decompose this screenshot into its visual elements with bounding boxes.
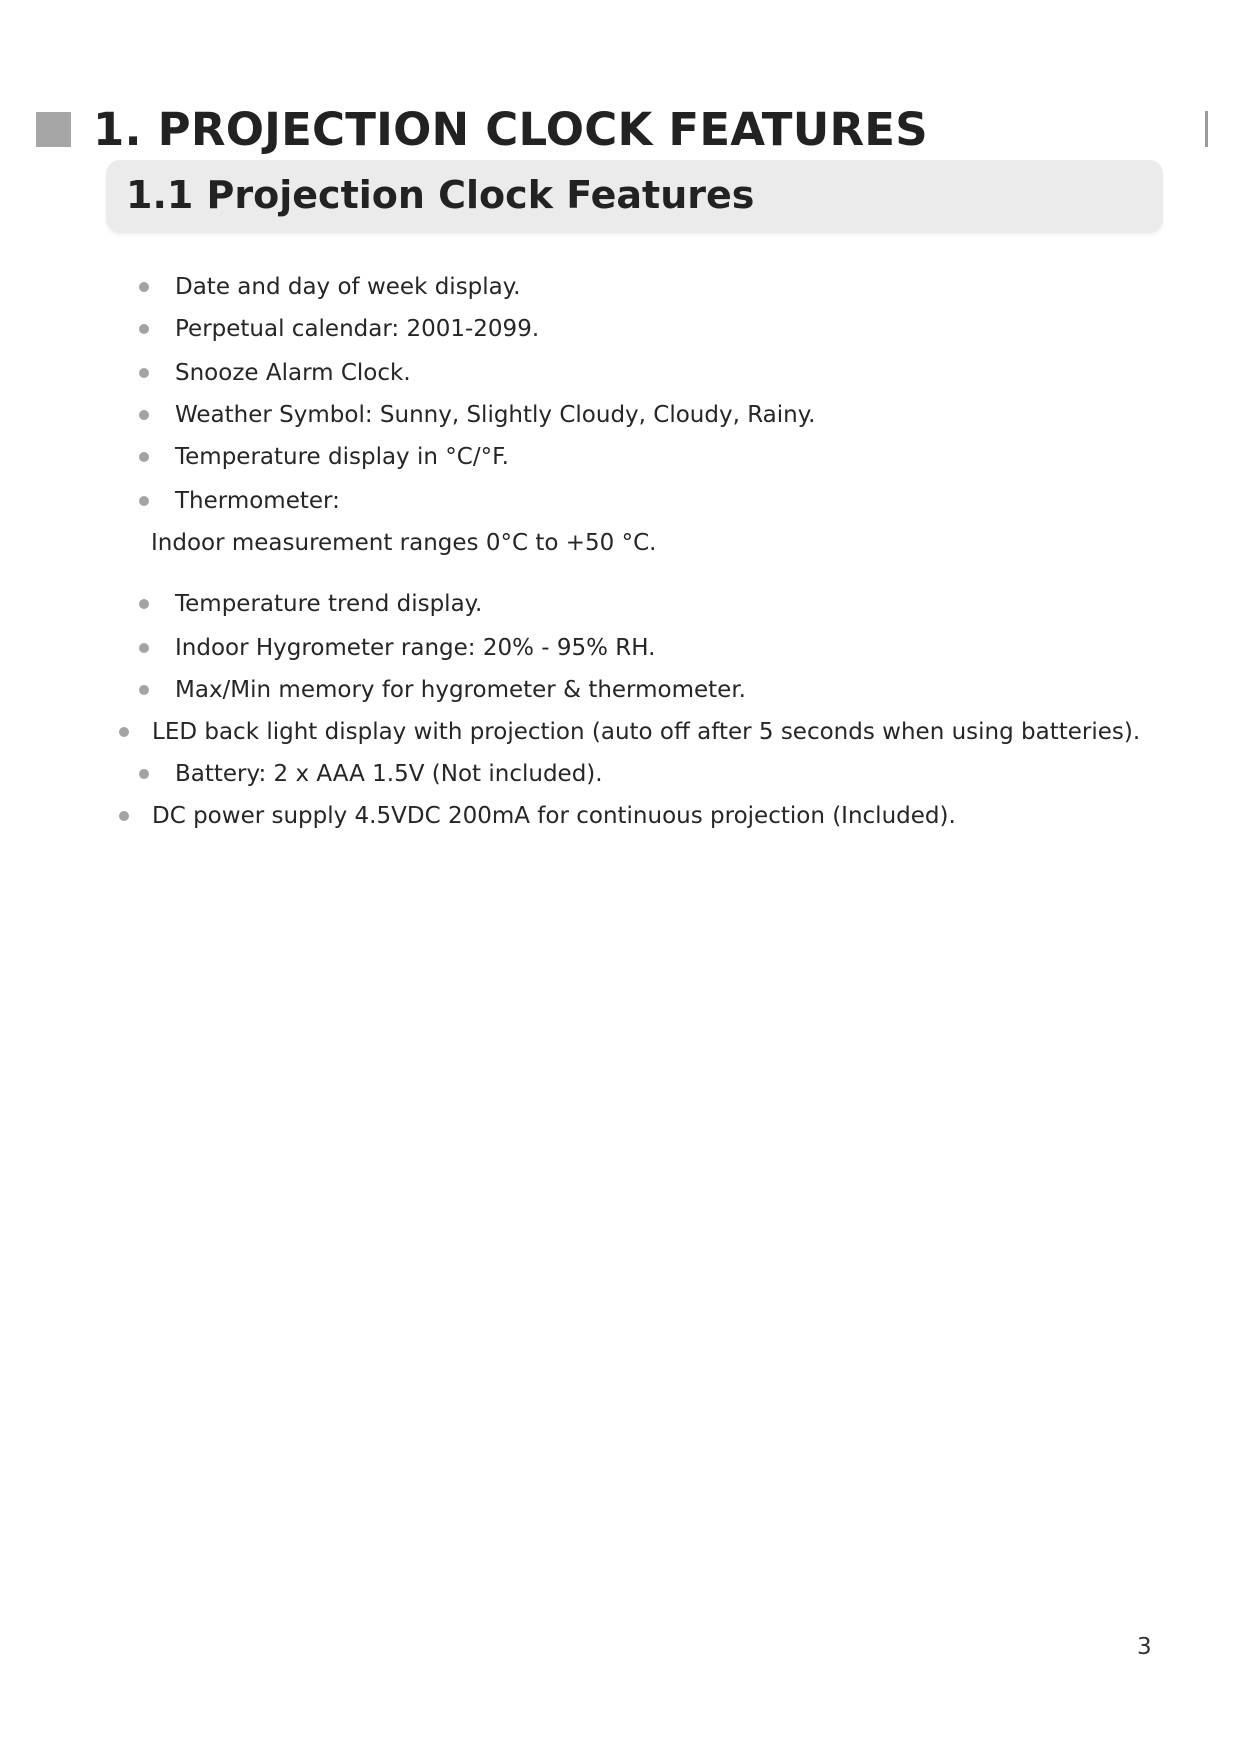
feature-item: Indoor Hygrometer range: 20% - 95% RH.: [175, 635, 656, 661]
page-number: 3: [1137, 1634, 1152, 1660]
bullet-icon: [119, 811, 129, 821]
feature-item: Max/Min memory for hygrometer & thermometer.: [175, 677, 746, 703]
bullet-icon: [139, 685, 149, 695]
bullet-icon: [139, 410, 149, 420]
thermometer-note: Indoor measurement ranges 0°C to +50 °C.: [151, 530, 657, 556]
feature-item: Snooze Alarm Clock.: [175, 360, 411, 386]
subsection-heading: 1.1 Projection Clock Features: [126, 173, 755, 217]
bullet-icon: [139, 599, 149, 609]
feature-item: Date and day of week display.: [175, 274, 521, 300]
feature-item: Weather Symbol: Sunny, Slightly Cloudy, Cloudy, Rainy.: [175, 402, 816, 428]
feature-item: LED back light display with projection (auto off after 5 seconds when using batteries).: [152, 719, 1141, 745]
page-edge-mark: [1205, 111, 1208, 147]
bullet-icon: [139, 643, 149, 653]
feature-item: Temperature display in °C/°F.: [175, 444, 509, 470]
section-heading: 1. PROJECTION CLOCK FEATURES: [93, 103, 928, 156]
feature-item: Temperature trend display.: [175, 591, 483, 617]
feature-item: Battery: 2 x AAA 1.5V (Not included).: [175, 761, 603, 787]
bullet-icon: [139, 282, 149, 292]
feature-item: Thermometer:: [175, 488, 340, 514]
bullet-icon: [139, 452, 149, 462]
bullet-icon: [139, 496, 149, 506]
feature-item: DC power supply 4.5VDC 200mA for continuous projection (Included).: [152, 803, 956, 829]
bullet-icon: [139, 368, 149, 378]
feature-item: Perpetual calendar: 2001-2099.: [175, 316, 540, 342]
bullet-icon: [139, 769, 149, 779]
bullet-icon: [119, 727, 129, 737]
heading-square-icon: [36, 112, 71, 147]
bullet-icon: [139, 324, 149, 334]
